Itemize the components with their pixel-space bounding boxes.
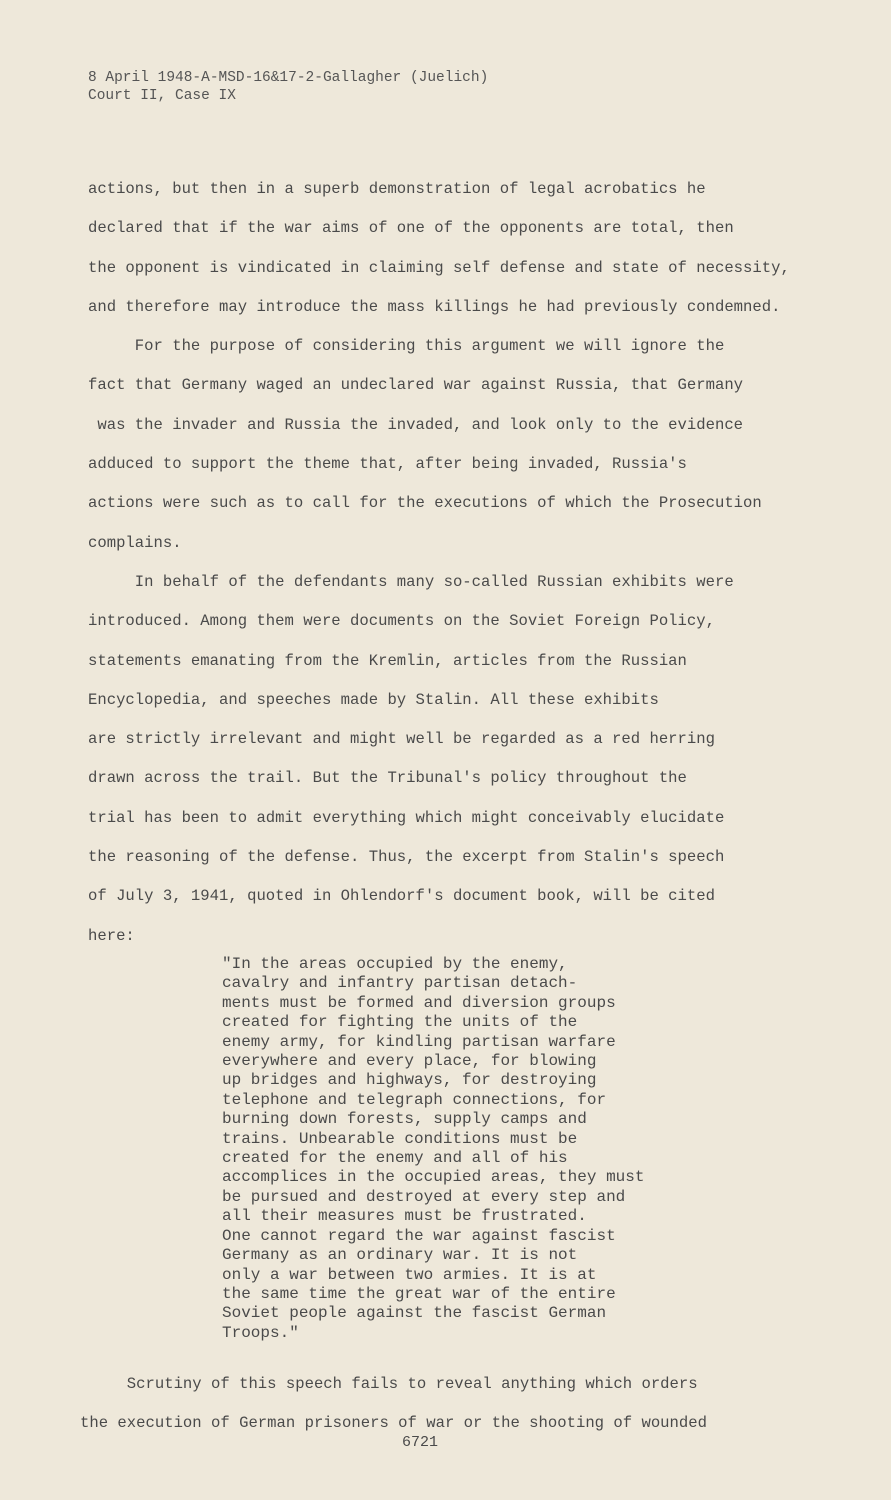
text-line: are strictly irrelevant and might well be regarded as a red herring xyxy=(88,730,715,749)
text-line: of July 3, 1941, quoted in Ohlendorf's document book, will be cited xyxy=(88,887,715,906)
text-line: all their measures must be frustrated. xyxy=(222,1207,587,1226)
text-line: enemy army, for kindling partisan warfare xyxy=(222,1032,616,1051)
text-line: the reasoning of the defense. Thus, the excerpt from Stalin's speech xyxy=(88,848,725,867)
block-quote xyxy=(222,955,644,1343)
text-line: and therefore may introduce the mass killings he had previously condemned. xyxy=(88,297,781,316)
text-line: One cannot regard the war against fascist xyxy=(222,1226,616,1245)
text-line: trains. Unbearable conditions must be xyxy=(222,1129,578,1148)
text-line: created for the enemy and all of his xyxy=(222,1149,568,1168)
text-line: drawn across the trail. But the Tribunal's policy throughout the xyxy=(88,769,687,788)
text-line: created for fighting the units of the xyxy=(222,1013,578,1032)
text-line: Encyclopedia, and speeches made by Stalin. All these exhibits xyxy=(88,690,659,709)
text-line: complains. xyxy=(88,533,182,552)
text-line: "In the areas occupied by the enemy, xyxy=(222,955,568,973)
text-line: Soviet people against the fascist German xyxy=(222,1304,607,1323)
text-line: here: xyxy=(88,926,135,945)
text-line: telephone and telegraph connections, for xyxy=(222,1090,607,1109)
header-line-2: Court II, Case IX xyxy=(88,88,236,104)
text-line: actions were such as to call for the executions of which the Prosecution xyxy=(88,494,762,513)
text-line: ments must be formed and diversion groups xyxy=(222,993,616,1012)
text-line: actions, but then in a superb demonstration of legal acrobatics he xyxy=(88,180,706,198)
text-line: In behalf of the defendants many so-called Russian exhibits were xyxy=(88,572,734,591)
text-line: up bridges and highways, for destroying xyxy=(222,1071,597,1090)
page-number: 6721 xyxy=(402,1434,439,1451)
text-line: statements emanating from the Kremlin, articles from the Russian xyxy=(88,651,687,670)
text-line: cavalry and infantry partisan detach- xyxy=(222,974,578,993)
text-line: the same time the great war of the entire xyxy=(222,1284,616,1303)
text-line: was the invader and Russia the invaded, and look only to the evidence xyxy=(88,415,744,434)
text-line: declared that if the war aims of one of the opponents are total, then xyxy=(88,219,734,238)
text-line: be pursued and destroyed at every step and xyxy=(222,1187,626,1206)
text-line: adduced to support the theme that, after being invaded, Russia's xyxy=(88,455,687,474)
body-text xyxy=(88,170,790,956)
text-line: fact that Germany waged an undeclared war against Russia, that Germany xyxy=(88,376,744,395)
text-line: only a war between two armies. It is at xyxy=(222,1265,597,1284)
text-line: Scrutiny of this speech fails to reveal anything which orders xyxy=(80,1375,698,1393)
text-line: trial has been to admit everything which might conceivably elucidate xyxy=(88,808,725,827)
text-line: everywhere and every place, for blowing xyxy=(222,1052,597,1071)
text-line: the opponent is vindicated in claiming self defense and state of necessity, xyxy=(88,258,790,277)
text-line: burning down forests, supply camps and xyxy=(222,1110,587,1129)
text-line: the execution of German prisoners of war or the shooting of wounded xyxy=(80,1414,707,1433)
text-line: For the purpose of considering this argument we will ignore the xyxy=(88,337,725,356)
text-line: Troops." xyxy=(222,1323,299,1342)
text-line: Germany as an ordinary war. It is not xyxy=(222,1246,578,1265)
text-line: accomplices in the occupied areas, they must xyxy=(222,1168,645,1187)
text-line: introduced. Among them were documents on the Soviet Foreign Policy, xyxy=(88,612,715,631)
body-text-continued xyxy=(80,1365,707,1444)
header-line-1: 8 April 1948-A-MSD-16&17-2-Gallagher (Juelich) xyxy=(88,70,489,86)
